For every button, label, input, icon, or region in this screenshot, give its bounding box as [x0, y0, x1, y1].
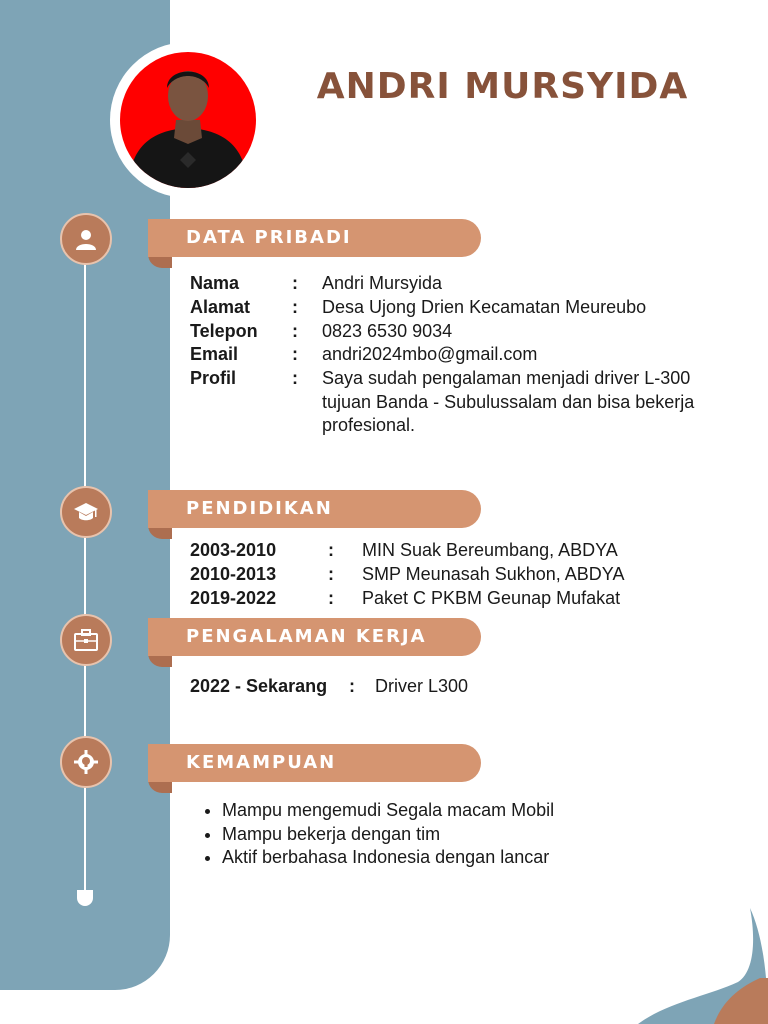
- profile-photo: [120, 52, 256, 188]
- section-title: DATA PRIBADI: [186, 227, 352, 248]
- field-separator: :: [328, 588, 334, 608]
- field-label: Alamat: [190, 297, 251, 317]
- field-separator: :: [292, 344, 298, 364]
- section-title: PENDIDIKAN: [186, 498, 333, 519]
- field-separator: :: [328, 564, 334, 584]
- field-label: Telepon: [190, 321, 258, 341]
- field-value: 0823 6530 9034: [322, 321, 453, 341]
- briefcase-icon: [60, 614, 112, 666]
- field-value: Andri Mursyida: [322, 273, 443, 293]
- skill-item: • Mampu mengemudi Segala macam Mobil: [222, 799, 554, 823]
- experience-period: 2022 - Sekarang: [190, 676, 328, 696]
- section-header-kemampuan: [148, 744, 481, 782]
- field-label: Email: [190, 344, 239, 364]
- user-icon: [60, 213, 112, 265]
- section-title: PENGALAMAN KERJA: [186, 626, 427, 647]
- section-header-data-pribadi: [148, 219, 481, 257]
- skills-list: [202, 799, 554, 870]
- experience-role: Driver L300: [375, 676, 469, 696]
- field-label: Nama: [190, 273, 240, 293]
- gear-lightbulb-icon: [60, 736, 112, 788]
- section-title: KEMAMPUAN: [186, 752, 337, 773]
- field-value: Desa Ujong Drien Kecamatan Meureubo: [322, 297, 647, 317]
- profile-summary: Saya sudah pengalaman menjadi driver L-300 tujuan Banda - Subulussalam dan bisa bekerja profesional.: [322, 368, 695, 435]
- field-value: andri2024mbo@gmail.com: [322, 344, 538, 364]
- candidate-name: ANDRI MURSYIDA: [316, 66, 689, 107]
- skill-item: • Mampu bekerja dengan tim: [222, 823, 554, 847]
- section-header-pengalaman-kerja: [148, 618, 481, 656]
- education-school: MIN Suak Bereumbang, ABDYA: [362, 540, 618, 560]
- skill-item: • Aktif berbahasa Indonesia dengan lancar: [222, 846, 554, 870]
- field-separator: :: [349, 676, 355, 696]
- field-label: Profil: [190, 368, 237, 388]
- decorative-corner-wave: [638, 904, 768, 1024]
- field-separator: :: [292, 273, 298, 293]
- graduation-cap-icon: [60, 486, 112, 538]
- timeline-line: [84, 240, 86, 895]
- field-separator: :: [328, 540, 334, 560]
- education-years: 2019-2022: [190, 588, 277, 608]
- timeline-end-cap: [77, 890, 93, 906]
- section-header-pendidikan: [148, 490, 481, 528]
- field-separator: :: [292, 321, 298, 341]
- education-years: 2003-2010: [190, 540, 277, 560]
- education-school: SMP Meunasah Sukhon, ABDYA: [362, 564, 625, 584]
- education-school: Paket C PKBM Geunap Mufakat: [362, 588, 621, 608]
- field-separator: :: [292, 368, 298, 388]
- education-years: 2010-2013: [190, 564, 277, 584]
- field-separator: :: [292, 297, 298, 317]
